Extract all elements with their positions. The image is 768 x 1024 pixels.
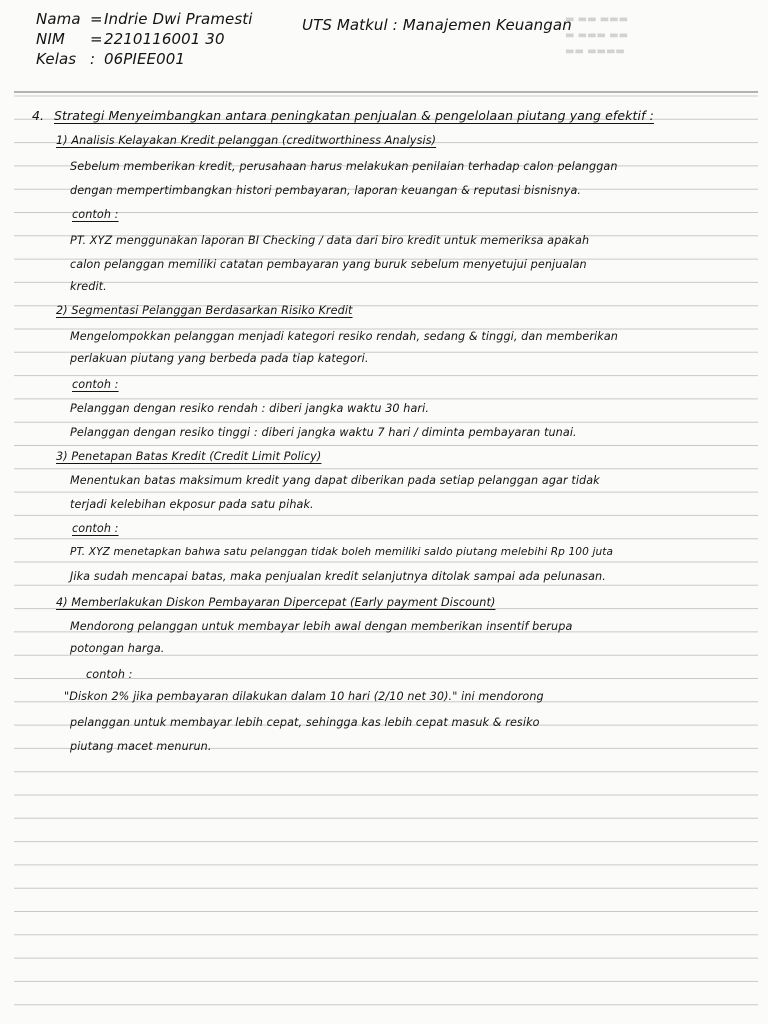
section-1-line-1: Sebelum memberikan kredit, perusahaan harus melakukan penilaian terhadap calon pelanggan xyxy=(70,160,618,173)
section-4-example-2: pelanggan untuk membayar lebih cepat, sehingga kas lebih cepat masuk & resiko xyxy=(70,716,540,729)
header-nim-value: 2210116001 30 xyxy=(104,30,225,48)
bleed-through-mark: ▬ ▬▬▬ ▬▬ xyxy=(565,30,629,41)
question-number: 4. xyxy=(32,108,45,123)
section-4-example-1: "Diskon 2% jika pembayaran dilakukan dalam 10 hari (2/10 net 30)." ini mendorong xyxy=(64,690,544,703)
section-3-contoh-label: contoh : xyxy=(72,522,119,535)
section-1-heading: 1) Analisis Kelayakan Kredit pelanggan (creditworthiness Analysis) xyxy=(56,134,437,147)
section-2-example-2: Pelanggan dengan resiko tinggi : diberi jangka waktu 7 hari / diminta pembayaran tunai. xyxy=(70,426,577,439)
course-title: UTS Matkul : Manajemen Keuangan xyxy=(302,16,572,34)
header-nama-label: Nama xyxy=(36,10,81,28)
header-separator: = xyxy=(90,10,103,28)
section-2-contoh-label: contoh : xyxy=(72,378,119,391)
section-2-line-1: Mengelompokkan pelanggan menjadi kategori resiko rendah, sedang & tinggi, dan memberikan xyxy=(70,330,618,343)
section-1-line-2: dengan mempertimbangkan histori pembayaran, laporan keuangan & reputasi bisnisnya. xyxy=(70,184,582,197)
section-2-heading: 2) Segmentasi Pelanggan Berdasarkan Risiko Kredit xyxy=(56,304,353,317)
section-1-contoh-label: contoh : xyxy=(72,208,119,221)
section-4-example-3: piutang macet menurun. xyxy=(70,740,212,753)
section-4-line-1: Mendorong pelanggan untuk membayar lebih awal dengan memberikan insentif berupa xyxy=(70,620,573,633)
header-nama-value: Indrie Dwi Pramesti xyxy=(104,10,253,28)
section-4-line-2: potongan harga. xyxy=(70,642,165,655)
bleed-through-mark: ▬▬ ▬▬▬▬ xyxy=(565,46,625,57)
section-3-line-1: Menentukan batas maksimum kredit yang dapat diberikan pada setiap pelanggan agar tidak xyxy=(70,474,600,487)
bleed-through-mark: ▬ ▬▬ ▬▬▬ xyxy=(565,14,629,25)
section-3-line-2: terjadi kelebihan ekposur pada satu pihak. xyxy=(70,498,314,511)
section-1-example-3: kredit. xyxy=(70,280,107,293)
section-4-heading: 4) Memberlakukan Diskon Pembayaran Dipercepat (Early payment Discount) xyxy=(56,596,496,609)
section-1-example-1: PT. XYZ menggunakan laporan BI Checking / data dari biro kredit untuk memeriksa apakah xyxy=(70,234,590,247)
section-1-example-2: calon pelanggan memiliki catatan pembayaran yang buruk sebelum menyetujui penjualan xyxy=(70,258,587,271)
section-2-example-1: Pelanggan dengan resiko rendah : diberi jangka waktu 30 hari. xyxy=(70,402,429,415)
section-3-example-2: Jika sudah mencapai batas, maka penjualan kredit selanjutnya ditolak sampai ada pelunasan. xyxy=(70,570,606,583)
section-2-line-2: perlakuan piutang yang berbeda pada tiap kategori. xyxy=(70,352,369,365)
header-kelas-value: 06PIEE001 xyxy=(104,50,186,68)
header-kelas-label: Kelas xyxy=(36,50,77,68)
question-title: Strategi Menyeimbangkan antara peningkatan penjualan & pengelolaan piutang yang efektif : xyxy=(54,108,654,123)
header-separator: : xyxy=(90,50,96,68)
section-3-example-1: PT. XYZ menetapkan bahwa satu pelanggan tidak boleh memiliki saldo piutang melebihi Rp 100 juta xyxy=(70,546,614,558)
section-4-contoh-label: contoh : xyxy=(86,668,133,681)
header-nim-label: NIM xyxy=(36,30,65,48)
header-separator: = xyxy=(90,30,103,48)
section-3-heading: 3) Penetapan Batas Kredit (Credit Limit Policy) xyxy=(56,450,322,463)
